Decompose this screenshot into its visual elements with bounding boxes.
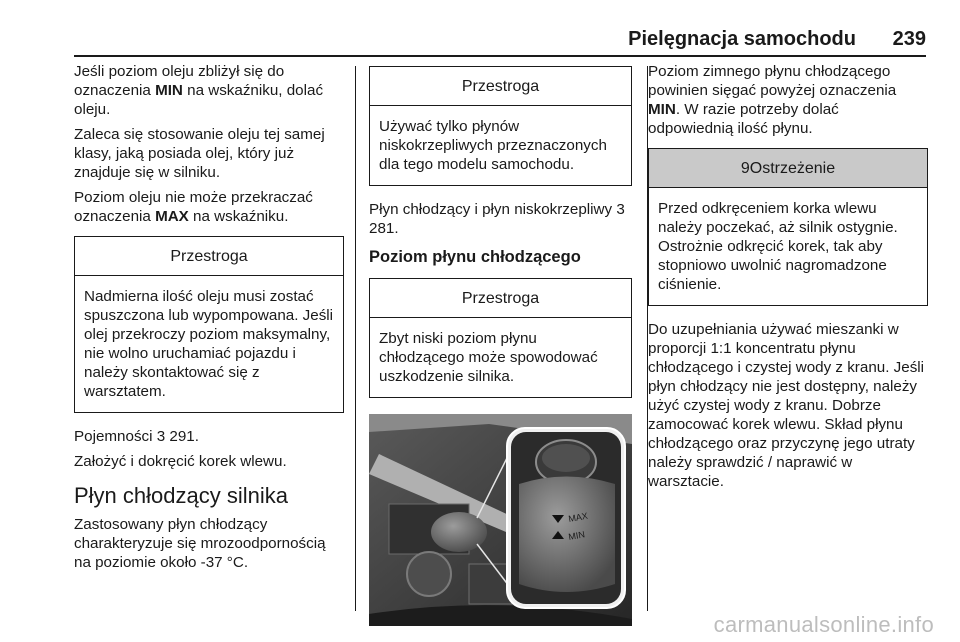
paragraph-oil-min: Jeśli poziom oleju zbliżył się do oznaczenia MIN na wskaźniku, dolać oleju. bbox=[74, 63, 324, 118]
watermark: carmanualsonline.info bbox=[713, 612, 934, 637]
engine-bay-photo bbox=[369, 414, 632, 626]
caution-title: Przestroga bbox=[370, 67, 631, 106]
column-divider-1 bbox=[355, 66, 356, 611]
paragraph-coolant-level: Poziom zimnego płynu chłodzącego powinien sięgać powyżej oznaczenia MIN. W razie potrzeby dolać odpowiednią ilość płynu. bbox=[648, 63, 897, 137]
warning-text: Przed odkręceniem korka wlewu należy poczekać, aż silnik ostygnie. Ostrożnie odkręcić korek, tak aby stopniowo uwolnić nagromadzone ciśnienie. bbox=[658, 200, 898, 293]
paragraph-coolant-ref: Płyn chłodzący i płyn niskokrzepliwy 3 281. bbox=[369, 201, 625, 237]
min-label: MIN bbox=[155, 82, 183, 99]
caution-title: Przestroga bbox=[75, 237, 343, 276]
paragraph-oil-max: Poziom oleju nie może przekraczać oznaczenia MAX na wskaźniku. bbox=[74, 189, 313, 225]
page-title: Pielęgnacja samochodu bbox=[628, 28, 856, 50]
page-header bbox=[74, 28, 926, 56]
header-rule bbox=[74, 55, 926, 57]
paragraph-cap: Założyć i dokręcić korek wlewu. bbox=[74, 453, 287, 470]
warning-triangle-icon: 9 bbox=[740, 160, 750, 177]
max-mark-label: MAX bbox=[567, 510, 589, 524]
paragraph-capacities: Pojemności 3 291. bbox=[74, 428, 199, 445]
caution-title: Przestroga bbox=[370, 279, 631, 318]
page-number: 239 bbox=[892, 28, 926, 50]
paragraph-oil-class: Zaleca się stosowanie oleju tej samej klasy, jaką posiada olej, który już znajduje się w silniku. bbox=[74, 126, 325, 181]
min-label: MIN bbox=[648, 101, 676, 118]
paragraph-coolant-spec: Zastosowany płyn chłodzący charakteryzuje się mrozoodpornością na poziomie około -37 °C. bbox=[74, 516, 326, 571]
caution-text: Używać tylko płynów niskokrzepliwych przeznaczonych dla tego modelu samochodu. bbox=[379, 118, 607, 173]
warning-title: Ostrzeżenie bbox=[749, 160, 836, 177]
reference-arrow-icon[interactable]: 3 bbox=[156, 428, 166, 445]
section-heading-coolant: Płyn chłodzący silnika bbox=[74, 483, 288, 508]
column-1 bbox=[74, 62, 344, 578]
column-2 bbox=[369, 62, 632, 626]
subheading-coolant-level: Poziom płynu chłodzącego bbox=[369, 248, 581, 266]
caution-text: Zbyt niski poziom płynu chłodzącego może spowodować uszkodzenie silnika. bbox=[379, 330, 598, 385]
warning-box bbox=[648, 148, 928, 306]
coolant-reservoir-illustration bbox=[369, 414, 632, 626]
caution-box-coolant-level bbox=[369, 278, 632, 398]
min-mark-label: MIN bbox=[567, 529, 586, 542]
warning-header bbox=[649, 149, 927, 188]
paragraph-refill-mixture: Do uzupełniania używać mieszanki w proporcji 1:1 koncentratu płynu chłodzącego i czystej wody z kranu. Jeśli płyn chłodzący nie jest dostępny, należy użyć czystej wody z kranu. Dobrze zamocować korek wlewu. Skład płynu chłodzącego oraz przyczynę jego utraty należy sprawdzić / naprawić w warsztacie. bbox=[648, 321, 925, 490]
caution-box-oil bbox=[74, 236, 344, 413]
max-label: MAX bbox=[155, 208, 189, 225]
caution-box-coolant-type bbox=[369, 66, 632, 186]
caution-text: Nadmierna ilość oleju musi zostać spuszczona lub wypompowana. Jeśli olej przekroczy poziom maksymalny, nie wolno uruchamiać pojazdu i należy skontaktować się z warsztatem. bbox=[84, 288, 334, 400]
column-3 bbox=[648, 62, 928, 497]
reference-arrow-icon[interactable]: 3 bbox=[616, 201, 625, 218]
